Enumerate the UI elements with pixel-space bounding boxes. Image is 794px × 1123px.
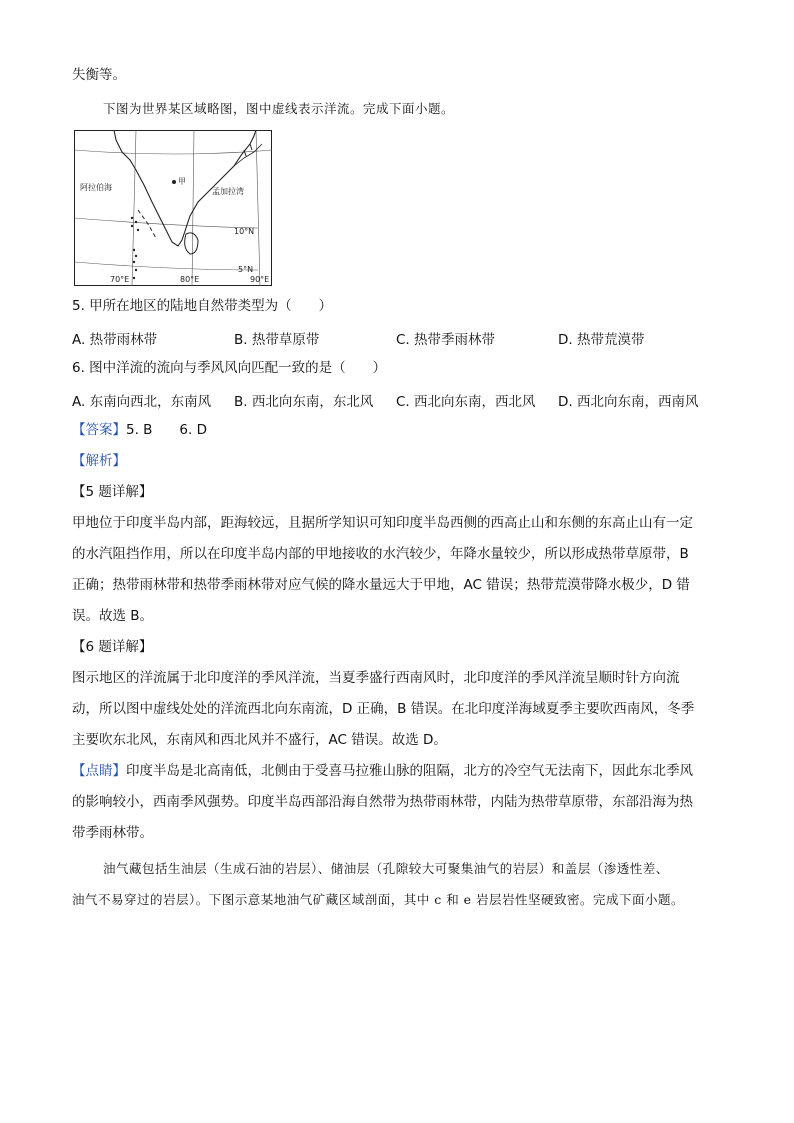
detail5-line-4: 误。故选 B。 [72,608,154,624]
tip-line-3: 带季雨林带。 [72,825,153,841]
detail5-line-1: 甲地位于印度半岛内部，距海较远，且据所学知识可知印度半岛西侧的西高止山和东侧的东高止山有一定 [72,515,693,531]
detail5-line-2: 的水汽阻挡作用，所以在印度半岛内部的甲地接收的水汽较少，年降水量较少，所以形成热带草原带，B [72,546,689,562]
jia-label: 甲 [178,177,186,186]
q5-option-d[interactable]: D. 热带荒漠带 [558,332,645,348]
lon-70e-label: 70°E [110,275,130,284]
arabian-sea-label: 阿拉伯海 [80,183,112,192]
detail6-line-2: 动，所以图中虚线处处的洋流西北向东南流，D 正确，B 错误。在北印度洋海域夏季主要吹西南风，冬季 [72,701,695,717]
q6-option-d[interactable]: D. 西北向东南，西南风 [558,394,699,410]
detail6-line-3: 主要吹东北风，东南风和西北风并不盛行，AC 错误。故选 D。 [72,732,447,748]
lat-5n-label: 5°N [238,265,254,274]
answer-text: 5. B 6. D [126,422,207,438]
detail5-label: 【5 题详解】 [72,484,153,500]
next-intro-line-1: 油气藏包括生油层（生成石油的岩层）、储油层（孔隙较大可聚集油气的岩层）和盖层（渗透性差、 [103,861,669,876]
lon-80e-label: 80°E [180,275,200,284]
next-intro-line-2: 油气不易穿过的岩层）。下图示意某地油气矿藏区域剖面，其中 c 和 e 岩层岩性坚硬致密。完成下面小题。 [72,892,685,907]
q5-option-a[interactable]: A. 热带雨林带 [72,332,158,348]
detail6-line-1: 图示地区的洋流属于北印度洋的季风洋流，当夏季盛行西南风时，北印度洋的季风洋流呈顺时针方向流 [72,670,680,686]
q6-option-c[interactable]: C. 西北向东南，西北风 [396,394,536,410]
lat-10n-label: 10°N [234,227,255,236]
q6-stem: 6. 图中洋流的流向与季风风向匹配一致的是（ ） [72,360,387,376]
q5-option-b[interactable]: B. 热带草原带 [234,332,320,348]
tip-text-1: 印度半岛是北高南低，北侧由于受喜马拉雅山脉的阻隔，北方的冷空气无法南下，因此东北季风 [126,763,693,779]
tip-label: 【点睛】 [72,763,126,779]
detail5-line-3: 正确；热带雨林带和热带季雨林带对应气候的降水量远大于甲地，AC 错误；热带荒漠带降水极少，D 错 [72,577,690,593]
detail6-label: 【6 题详解】 [72,639,153,655]
lon-90e-label: 90°E [250,275,270,284]
q5-option-c[interactable]: C. 热带季雨林带 [396,332,496,348]
question-intro: 下图为世界某区域略图，图中虚线表示洋流。完成下面小题。 [103,101,455,116]
bay-of-bengal-label: 孟加拉湾 [212,187,244,196]
answer-line [72,421,207,439]
region-map [74,130,272,286]
tip-line-2: 的影响较小，西南季风强势。印度半岛西部沿海自然带为热带雨林带，内陆为热带草原带，东部沿海为热 [72,794,693,810]
q6-option-a[interactable]: A. 东南向西北，东南风 [72,394,212,410]
intro-tail: 失衡等。 [72,67,126,83]
q6-option-b[interactable]: B. 西北向东南，东北风 [234,394,374,410]
answer-label: 【答案】 [72,422,126,438]
analysis-label: 【解析】 [72,453,126,469]
jia-marker [172,180,176,184]
q5-stem: 5. 甲所在地区的陆地自然带类型为（ ） [72,298,333,314]
tip-line-1 [72,762,693,780]
